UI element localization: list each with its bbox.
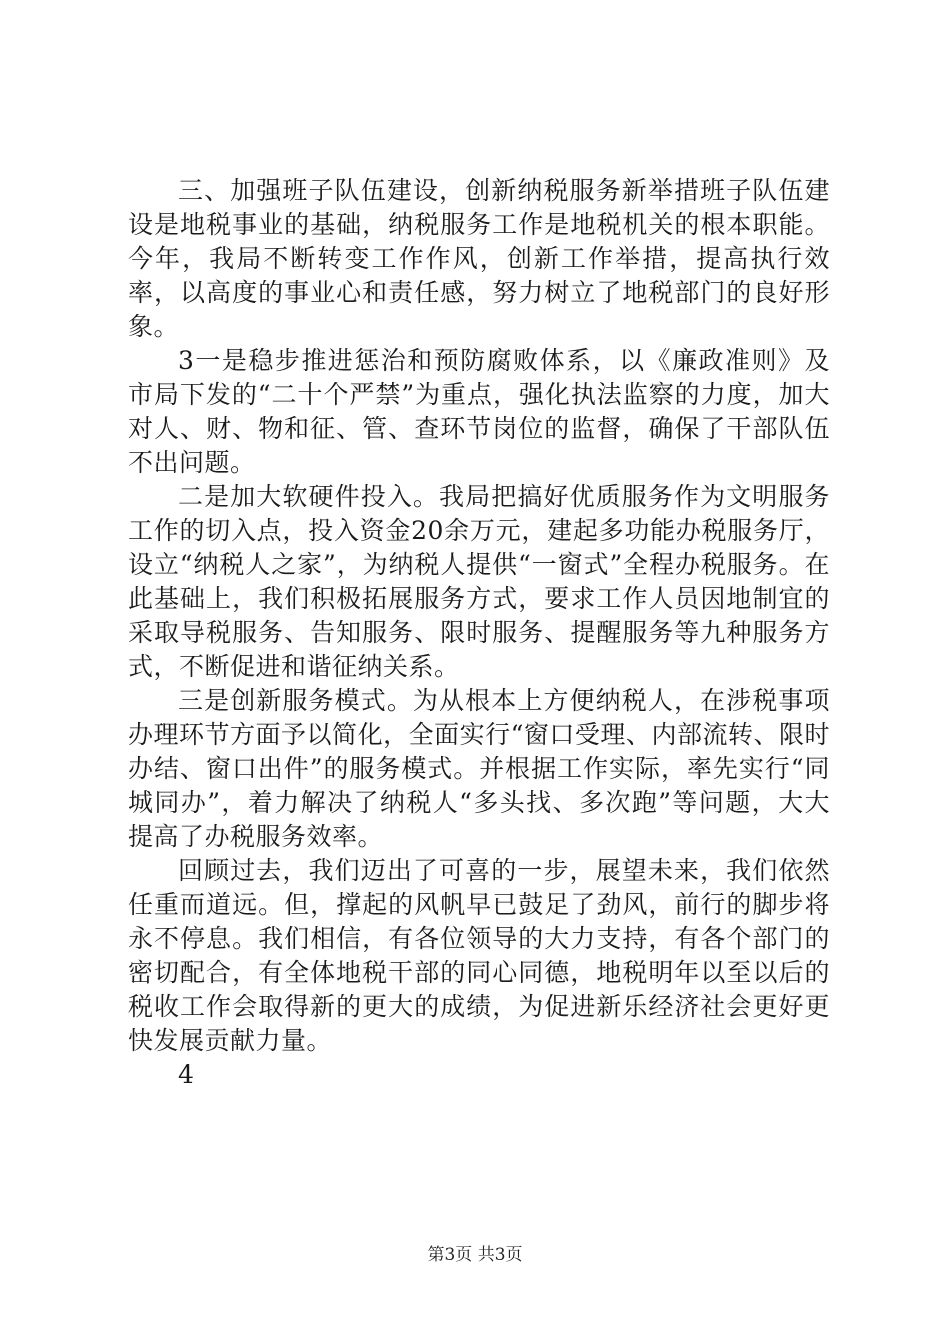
page-number-footer: 第3页 共3页 xyxy=(427,1245,523,1265)
paragraph-trailing-number: 4 xyxy=(178,1060,195,1089)
paragraph-anti-corruption: 3一是稳步推进惩治和预防腐败体系，以《廉政准则》及市局下发的“二十个严禁”为重点，强化执法监察的力度，加大对人、财、物和征、管、查环节岗位的监督，确保了干部队伍不出问题。 xyxy=(128,346,830,477)
paragraph-service-model: 三是创新服务模式。为从根本上方便纳税人，在涉税事项办理环节方面予以简化，全面实行“窗口受理、内部流转、限时办结、窗口出件”的服务模式。并根据工作实际，率先实行“同城同办”，着力解决了纳税人“多头找、多次跑”等问题，大大提高了办税服务效率。 xyxy=(128,686,830,851)
document-body xyxy=(128,174,830,1092)
paragraph-software-hardware: 二是加大软硬件投入。我局把搞好优质服务作为文明服务工作的切入点，投入资金20余万元，建起多功能办税服务厅，设立“纳税人之家”，为纳税人提供“一窗式”全程办税服务。在此基础上，我们积极拓展服务方式，要求工作人员因地制宜的采取导税服务、告知服务、限时服务、提醒服务等九种服务方式，不断促进和谐征纳关系。 xyxy=(128,482,830,681)
paragraph-team-building: 三、加强班子队伍建设，创新纳税服务新举措班子队伍建设是地税事业的基础，纳税服务工作是地税机关的根本职能。今年，我局不断转变工作作风，创新工作举措，提高执行效率，以高度的事业心和责任感，努力树立了地税部门的良好形象。 xyxy=(128,176,830,341)
paragraph-outlook: 回顾过去，我们迈出了可喜的一步，展望未来，我们依然任重而道远。但，撑起的风帆早已鼓足了劲风，前行的脚步将永不停息。我们相信，有各位领导的大力支持，有各个部门的密切配合，有全体地税干部的同心同德，地税明年以至以后的税收工作会取得新的更大的成绩，为促进新乐经济社会更好更快发展贡献力量。 xyxy=(128,856,830,1055)
